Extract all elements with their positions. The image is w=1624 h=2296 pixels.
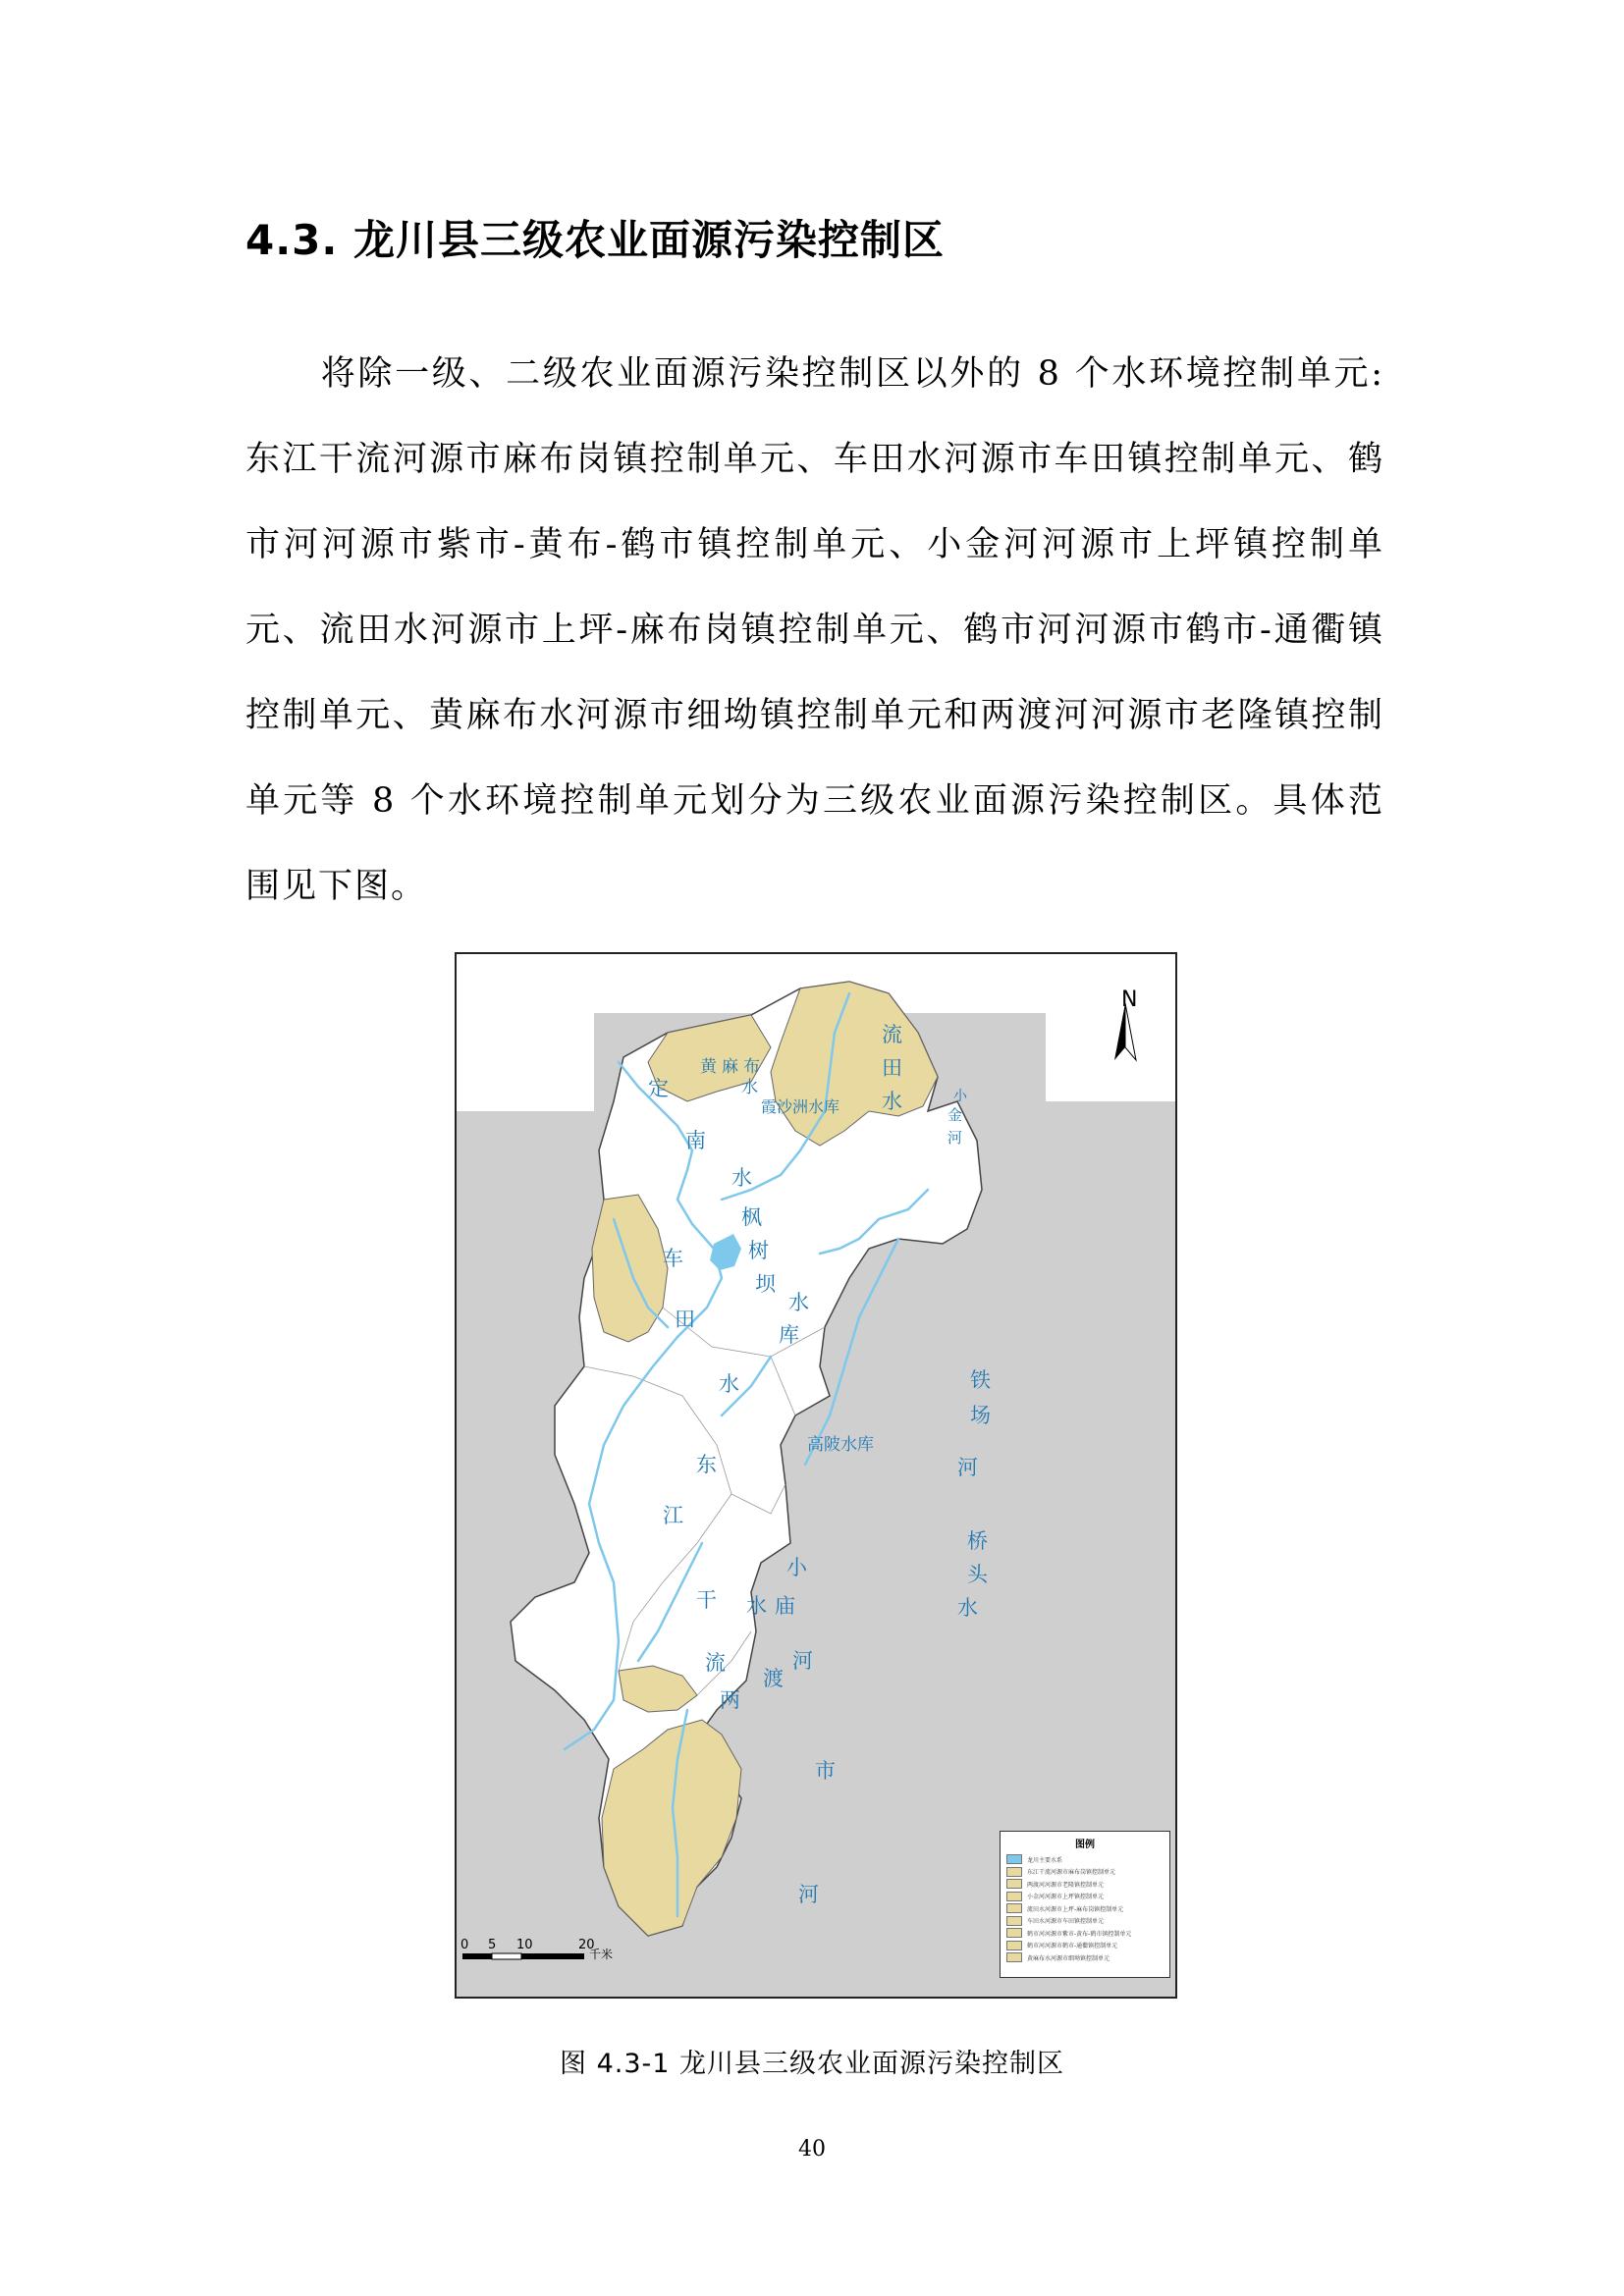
label-shui1: 水: [741, 1078, 758, 1097]
legend-swatch: [1006, 1941, 1022, 1950]
figure-caption: 图 4.3-1 龙川县三级农业面源污染控制区: [559, 2049, 1065, 2079]
label-jin: 金: [947, 1106, 963, 1124]
label-dong: 东: [696, 1453, 717, 1476]
legend-item: [1006, 1915, 1164, 1928]
label-chang: 场: [970, 1404, 991, 1427]
label-xiao2: 小: [786, 1556, 807, 1579]
label-jiang: 江: [663, 1504, 683, 1527]
label-ding: 定: [648, 1077, 669, 1100]
label-ku: 库: [779, 1323, 799, 1347]
label-nan: 南: [685, 1129, 706, 1152]
label-qiao: 桥: [967, 1529, 988, 1553]
label-liu2: 流: [705, 1651, 726, 1675]
label-bu: 布: [743, 1057, 760, 1077]
label-tian1: 田: [882, 1056, 902, 1080]
legend-swatch: [1006, 1952, 1022, 1962]
label-tian2: 田: [675, 1308, 695, 1331]
legend-label: 东江干流河源市麻布岗镇控制单元: [1027, 1869, 1116, 1877]
legend-swatch: [1006, 1854, 1022, 1864]
scale-ticks: [457, 1938, 653, 1957]
body-paragraph: [245, 332, 1384, 930]
map-legend: [1000, 1831, 1170, 1978]
legend-item: [1006, 1940, 1164, 1952]
page-number: 40: [798, 2137, 826, 2162]
label-ma: 麻: [722, 1057, 738, 1077]
legend-swatch: [1006, 1879, 1022, 1889]
label-gan: 干: [696, 1588, 717, 1612]
north-label: N: [1121, 988, 1138, 1012]
label-he2: 河: [957, 1456, 978, 1479]
label-shi: 市: [815, 1759, 836, 1783]
label-shui2: 水: [731, 1166, 752, 1190]
legend-title: 图例: [1075, 1840, 1095, 1850]
legend-item: [1006, 1902, 1164, 1915]
scale-unit: 千米: [589, 1948, 614, 1961]
scale-tick-5: 5: [488, 1938, 497, 1952]
label-he1: 河: [947, 1129, 963, 1147]
label-shui5: 水: [719, 1372, 739, 1396]
legend-swatch: [1006, 1916, 1022, 1926]
label-miao: 庙: [775, 1594, 795, 1618]
legend-swatch: [1006, 1903, 1022, 1913]
legend-label: 鹤市河河源市紫市-黄布-鹤市镇控制单元: [1027, 1930, 1132, 1938]
label-shu: 树: [748, 1239, 769, 1262]
map-figure: [455, 952, 1177, 1999]
map-corner-white-right: [1046, 954, 1177, 1101]
label-che: 车: [663, 1247, 683, 1270]
label-xiashazhou: 霞沙洲水库: [761, 1097, 840, 1116]
scale-tick-10: 10: [516, 1938, 533, 1952]
scale-tick-20: 20: [578, 1938, 595, 1952]
scale-tick-0: 0: [460, 1938, 469, 1952]
legend-label: 黄麻布水河源市细坳镇控制单元: [1027, 1954, 1110, 1962]
label-he3: 河: [792, 1649, 813, 1673]
legend-item: [1006, 1927, 1164, 1940]
label-xiao1: 小: [953, 1089, 967, 1104]
legend-item: [1006, 1853, 1164, 1866]
label-liu1: 流: [882, 1023, 902, 1046]
legend-swatch: [1006, 1928, 1022, 1938]
legend-item: [1006, 1878, 1164, 1891]
label-tou: 头: [967, 1563, 988, 1586]
legend-swatch: [1006, 1867, 1022, 1877]
label-gaopi: 高陂水库: [807, 1435, 874, 1455]
section-heading: 4.3. 龙川县三级农业面源污染控制区: [245, 216, 945, 264]
legend-rows: [1006, 1853, 1164, 1964]
label-shui6: 水: [746, 1594, 767, 1618]
label-liang: 两: [720, 1688, 740, 1712]
label-huang: 黄: [700, 1057, 717, 1077]
label-shui4: 水: [788, 1291, 809, 1314]
legend-label: 鹤市河河源市鹤市-通衢镇控制单元: [1027, 1943, 1118, 1950]
legend-label: 小金河河源市上坪镇控制单元: [1027, 1894, 1105, 1901]
legend-label: 流田水河源市上坪-麻布岗镇控制单元: [1027, 1905, 1124, 1913]
legend-label: 龙川主要水系: [1027, 1856, 1063, 1864]
label-du: 渡: [763, 1667, 784, 1690]
label-he4: 河: [798, 1883, 819, 1906]
paragraph-text: 将除一级、二级农业面源污染控制区以外的 8 个水环境控制单元:东江干流河源市麻布岗镇控制单元、车田水河源市车田镇控制单元、鹤市河河源市紫市-黄布-鹤市镇控制单元、小金河河源市上坪镇控制单元、流田水河源市上坪-麻布岗镇控制单元、鹤市河河源市鹤市-通衢镇控制单元、黄麻布水河源市细坳镇控制单元和两渡河河源市老隆镇控制单元等 8 个水环境控制单元划分为三级农业面源污染控制区。具体范围见下图。: [245, 354, 1384, 906]
legend-label: 两渡河河源市老隆镇控制单元: [1027, 1881, 1105, 1889]
label-tie: 铁: [970, 1368, 991, 1392]
label-feng: 枫: [741, 1205, 762, 1229]
label-shui7: 水: [957, 1596, 978, 1620]
legend-item: [1006, 1891, 1164, 1903]
legend-swatch: [1006, 1892, 1022, 1901]
label-shui3: 水: [882, 1090, 902, 1113]
legend-item: [1006, 1866, 1164, 1879]
legend-label: 车田水河源市车田镇控制单元: [1027, 1918, 1105, 1926]
legend-item: [1006, 1951, 1164, 1964]
label-ba: 坝: [755, 1272, 776, 1296]
